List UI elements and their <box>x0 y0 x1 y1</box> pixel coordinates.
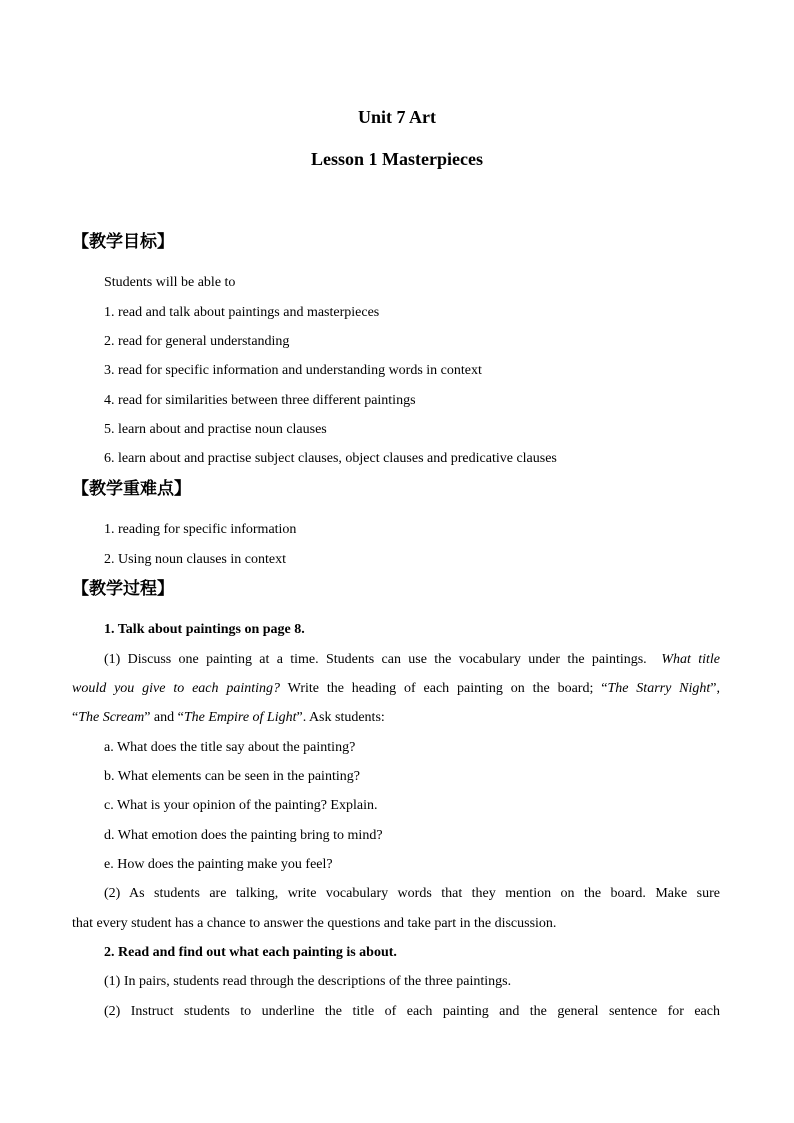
key-point-item: 2. Using noun clauses in context <box>104 552 286 567</box>
key-points-heading: 【教学重难点】 <box>72 479 191 499</box>
objective-item: 5. learn about and practise noun clauses <box>104 422 327 437</box>
objective-item: 1. read and talk about paintings and masterpieces <box>104 305 380 320</box>
step1-paragraph-line: “The Scream” and “The Empire of Light”. Ask students: <box>72 710 385 725</box>
question-item: d. What emotion does the painting bring to mind? <box>104 828 383 843</box>
question-item: e. How does the painting make you feel? <box>104 857 333 872</box>
objectives-intro: Students will be able to <box>104 275 236 290</box>
step1-paragraph-line: (2) As students are talking, write vocabulary words that they mention on the board. Make sure <box>104 886 720 901</box>
process-heading: 【教学过程】 <box>72 579 174 599</box>
objective-item: 2. read for general understanding <box>104 334 290 349</box>
objective-item: 4. read for similarities between three different paintings <box>104 393 416 408</box>
step2-paragraph-line: (2) Instruct students to underline the title of each painting and the general sentence for each <box>104 1004 720 1019</box>
objectives-heading: 【教学目标】 <box>72 232 174 252</box>
step1-paragraph-line: (1) Discuss one painting at a time. Students can use the vocabulary under the paintings. What title <box>104 652 720 667</box>
step2-paragraph-line: (1) In pairs, students read through the descriptions of the three paintings. <box>104 974 512 989</box>
step1-paragraph-line: that every student has a chance to answer the questions and take part in the discussion. <box>72 916 557 931</box>
objective-item: 3. read for specific information and understanding words in context <box>104 363 482 378</box>
unit-title: Unit 7 Art <box>358 107 436 127</box>
lesson-title: Lesson 1 Masterpieces <box>311 149 483 169</box>
question-item: c. What is your opinion of the painting? Explain. <box>104 798 378 813</box>
objective-item: 6. learn about and practise subject clauses, object clauses and predicative clauses <box>104 451 557 466</box>
step2-heading: 2. Read and find out what each painting is about. <box>104 945 397 960</box>
question-item: a. What does the title say about the painting? <box>104 740 356 755</box>
step1-heading: 1. Talk about paintings on page 8. <box>104 622 305 637</box>
step1-paragraph-line: would you give to each painting? Write the heading of each painting on the board; “The Starry Night”, <box>72 681 720 696</box>
key-point-item: 1. reading for specific information <box>104 522 297 537</box>
question-item: b. What elements can be seen in the painting? <box>104 769 360 784</box>
